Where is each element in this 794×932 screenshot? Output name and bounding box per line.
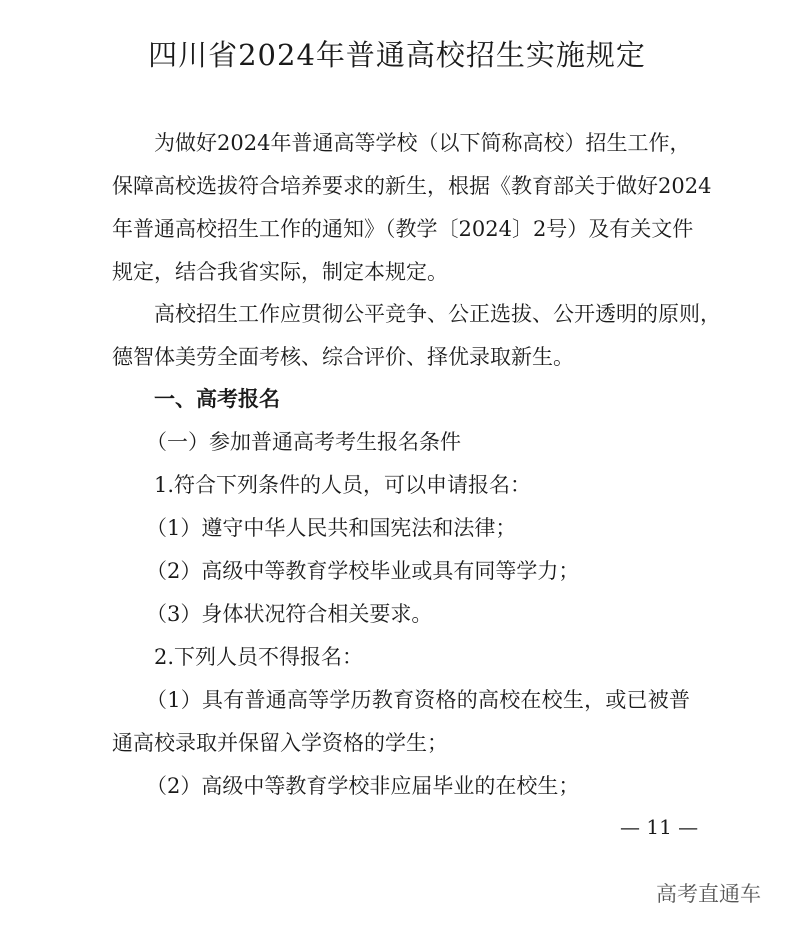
principle-line: 德智体美劳全面考核、综合评价、择优录取新生。: [112, 345, 574, 369]
item-heading: 2.下列人员不得报名：: [154, 645, 364, 669]
item-heading: 1.符合下列条件的人员，可以申请报名：: [154, 473, 532, 497]
page-number: — 11 —: [620, 815, 699, 839]
subsection-heading: （一）参加普通高考考生报名条件: [146, 430, 461, 454]
intro-line: 年普通高校招生工作的通知》（教学〔2024〕2号）及有关文件: [112, 217, 694, 241]
list-item: （1）遵守中华人民共和国宪法和法律；: [146, 516, 517, 540]
intro-line: 保障高校选拔符合培养要求的新生，根据《教育部关于做好2024: [112, 174, 712, 198]
list-item: （2）高级中等教育学校非应届毕业的在校生；: [146, 774, 580, 798]
list-item: （1）具有普通高等学历教育资格的高校在校生，或已被普: [146, 688, 690, 712]
intro-line: 规定，结合我省实际，制定本规定。: [112, 260, 448, 284]
list-item: （2）高级中等教育学校毕业或具有同等学力；: [146, 559, 580, 583]
section-heading: 一、高考报名: [154, 386, 280, 411]
list-item-continued: 通高校录取并保留入学资格的学生；: [112, 731, 448, 755]
principle-line: 高校招生工作应贯彻公平竞争、公正选拔、公开透明的原则，: [154, 302, 721, 326]
watermark: 高考直通车: [656, 882, 761, 906]
intro-line: 为做好2024年普通高等学校（以下简称高校）招生工作，: [154, 131, 691, 155]
list-item: （3）身体状况符合相关要求。: [146, 602, 433, 626]
document-title: 四川省2024年普通高校招生实施规定: [148, 38, 646, 72]
